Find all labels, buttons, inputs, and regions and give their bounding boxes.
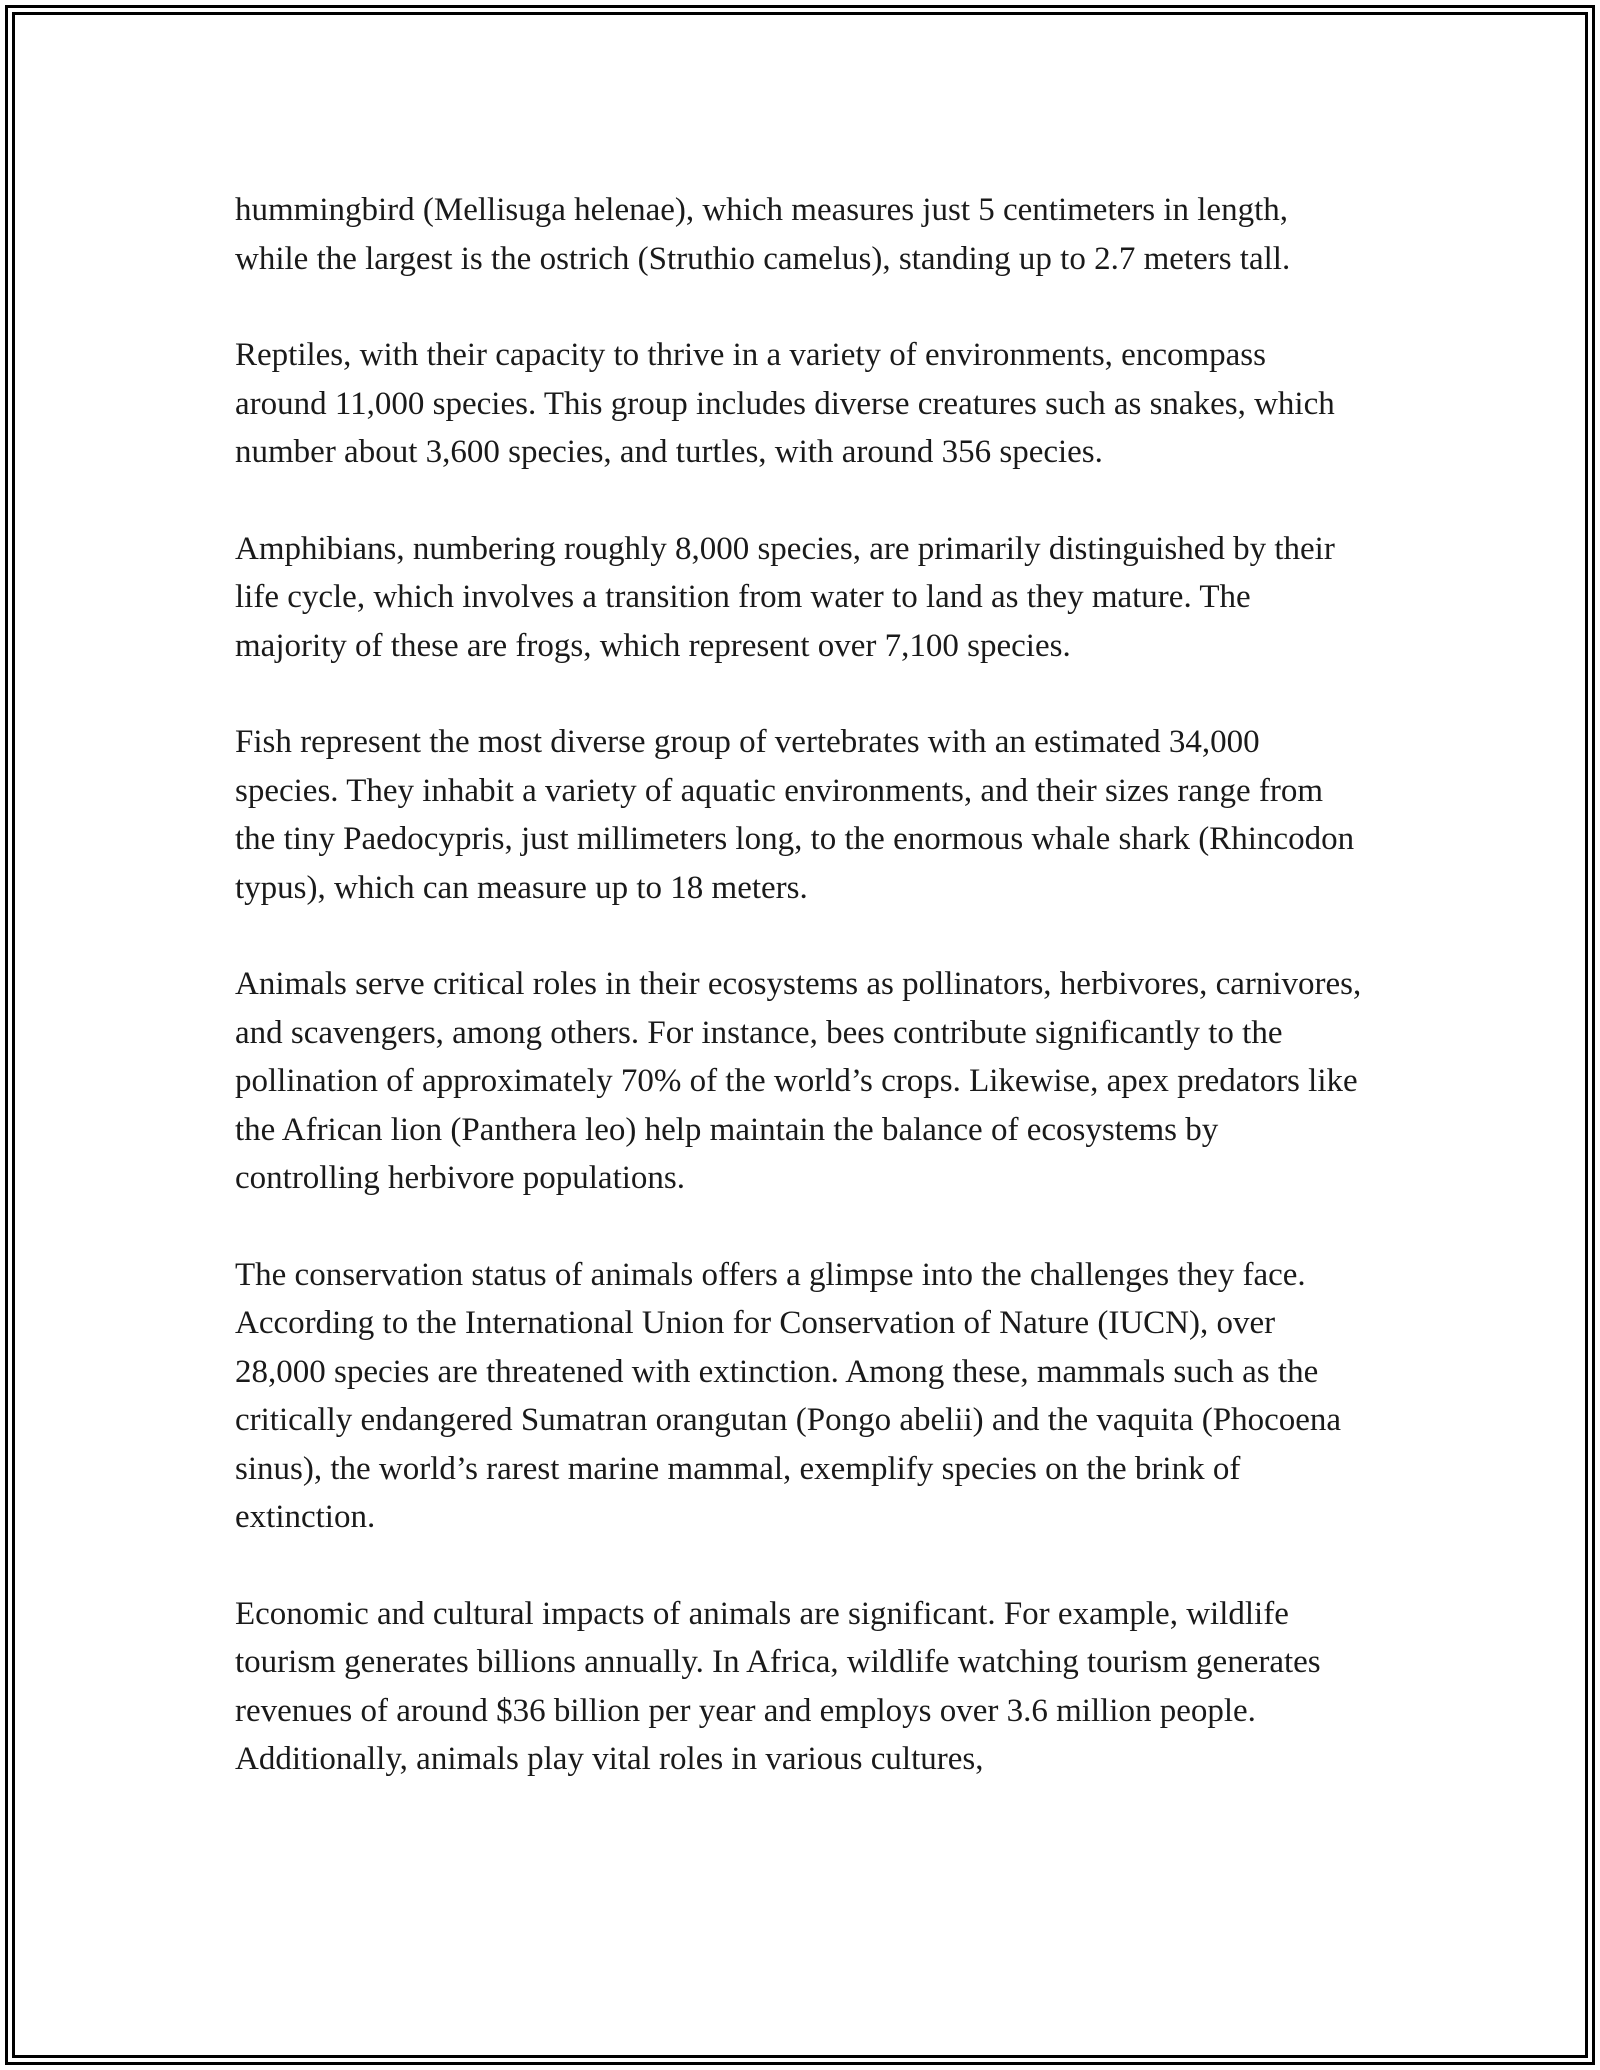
document-body: [235, 186, 1365, 1784]
paragraph-conservation: The conservation status of animals offers a glimpse into the challenges they face. According to the International Union for Conservation of Nature (IUCN), over 28,000 species are threatened with extinction. Among these, mammals such as the critically endangered Sumatran orangutan (Pongo abelii) and the vaquita (Phocoena sinus), the world’s rarest marine mammal, exemplify species on the brink of extinction.: [235, 1256, 1342, 1535]
paragraph-fish: Fish represent the most diverse group of vertebrates with an estimated 34,000 species. They inhabit a variety of aquatic environments, and their sizes range from the tiny Paedocypris, just millimeters long, to the enormous whale shark (Rhincodon typus), which can measure up to 18 meters.: [235, 724, 1355, 906]
paragraph-ecosystem-roles: Animals serve critical roles in their ecosystems as pollinators, herbivores, carnivores, and scavengers, among others. For instance, bees contribute significantly to the pollination of approximately 70% of the world’s crops. Likewise, apex predators like the African lion (Panthera leo) help maintain the balance of ecosystems by controlling herbivore populations.: [235, 966, 1362, 1196]
paragraph-amphibians: Amphibians, numbering roughly 8,000 species, are primarily distinguished by their life cycle, which involves a transition from water to land as they mature. The majority of these are frogs, which represent over 7,100 species.: [235, 530, 1335, 664]
paragraph-bird-sizes: hummingbird (Mellisuga helenae), which measures just 5 centimeters in length, while the largest is the ostrich (Struthio camelus), standing up to 2.7 meters tall.: [235, 192, 1291, 277]
paragraph-economic-impact: Economic and cultural impacts of animals are significant. For example, wildlife tourism generates billions annually. In Africa, wildlife watching tourism generates revenues of around $36 billion per year and employs over 3.6 million people. Additionally, animals play vital roles in various cultures,: [235, 1595, 1321, 1777]
paragraph-reptiles: Reptiles, with their capacity to thrive in a variety of environments, encompass around 11,000 species. This group includes diverse creatures such as snakes, which number about 3,600 species, and turtles, with around 356 species.: [235, 337, 1335, 470]
